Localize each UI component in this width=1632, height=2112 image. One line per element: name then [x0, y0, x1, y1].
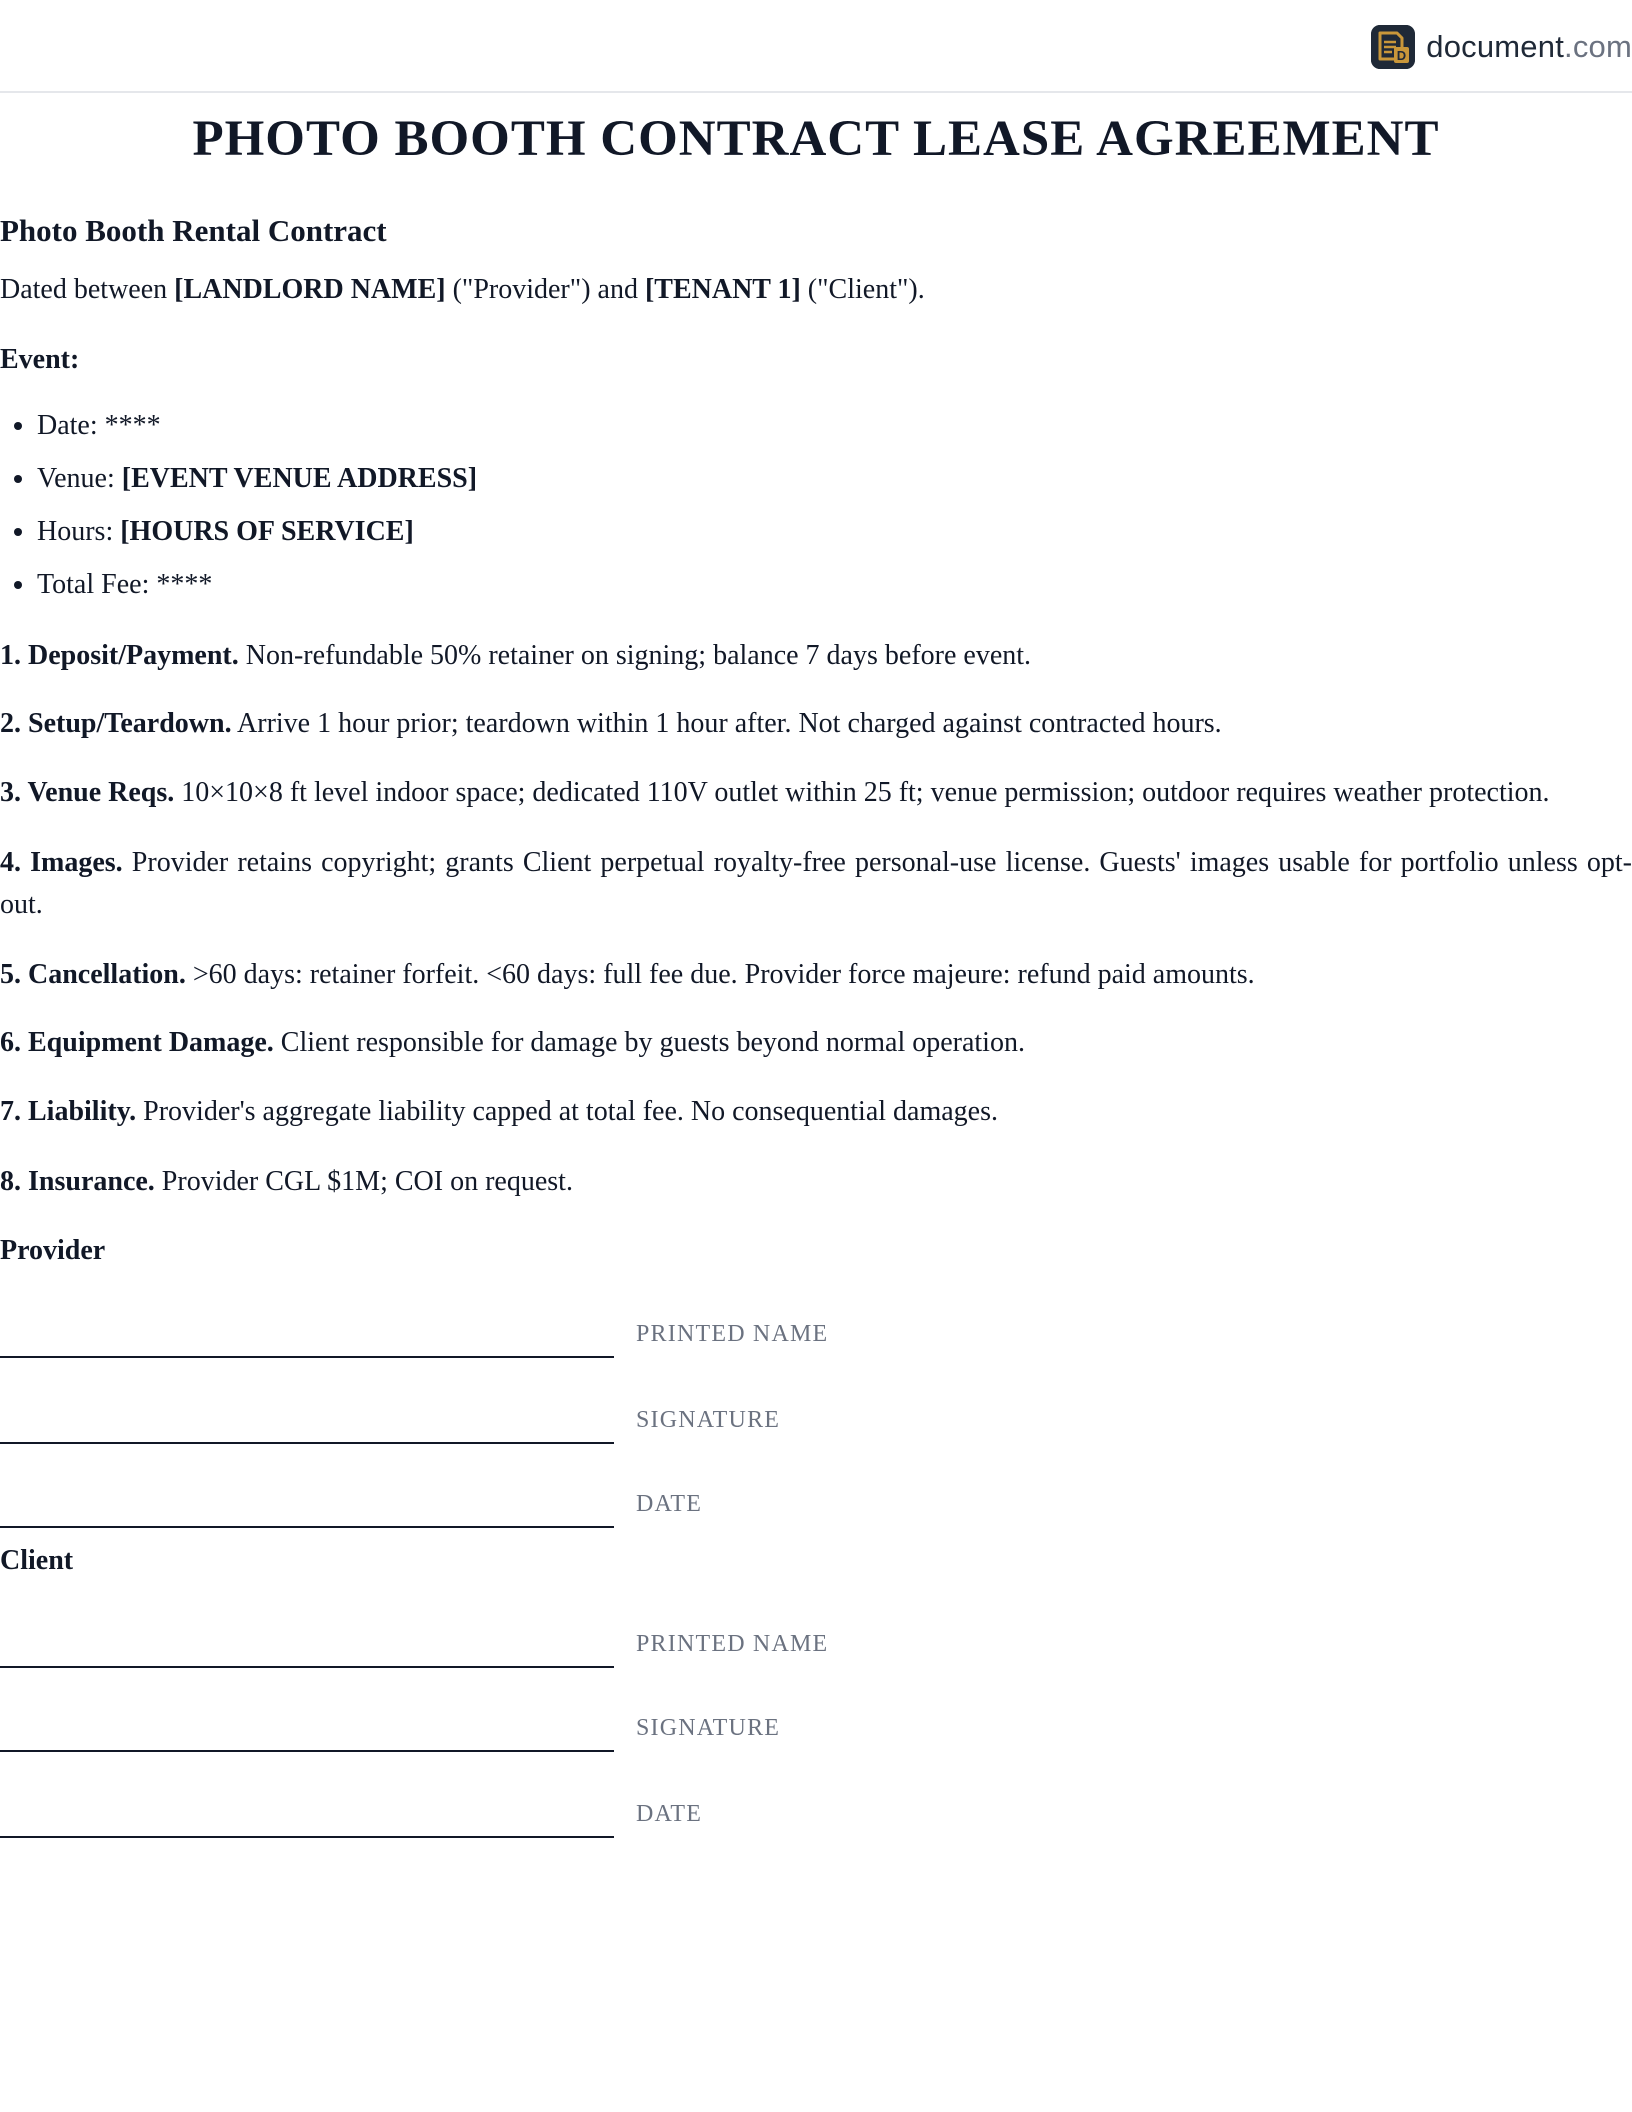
client-date-label: DATE: [636, 1801, 703, 1827]
header-bar: [0, 0, 1632, 93]
event-item-value: ****: [156, 569, 213, 600]
brand[interactable]: [1371, 24, 1632, 70]
clause-heading: 6. Equipment Damage.: [0, 1027, 274, 1058]
event-item-venue: [37, 458, 477, 511]
client-signature-line[interactable]: [0, 1750, 614, 1752]
clause-images: [0, 842, 1632, 926]
clause-heading: 1. Deposit/Payment.: [0, 640, 239, 671]
clause-text: Provider CGL $1M; COI on request.: [154, 1166, 573, 1197]
provider-signature-heading: Provider: [0, 1235, 106, 1266]
clause-heading: 3. Venue Reqs.: [0, 777, 175, 808]
provider-alias: ("Provider") and: [445, 274, 645, 305]
clause-heading: 8. Insurance.: [0, 1166, 155, 1197]
document-title: PHOTO BOOTH CONTRACT LEASE AGREEMENT: [192, 111, 1440, 167]
event-item-hours: [37, 511, 477, 564]
clause-cancellation: [0, 954, 1632, 996]
provider-date-line[interactable]: [0, 1526, 614, 1528]
event-item-label: Date:: [37, 410, 105, 441]
event-item-label: Hours:: [37, 516, 121, 547]
event-item-label: Venue:: [37, 463, 122, 494]
tenant-name-placeholder: [TENANT 1]: [644, 274, 801, 305]
clause-deposit-payment: [0, 635, 1632, 677]
brand-name: document.com: [1426, 29, 1632, 64]
intro-paragraph: [0, 269, 925, 311]
clause-text: Arrive 1 hour prior; teardown within 1 hour after. Not charged against contracted hours.: [231, 708, 1222, 739]
event-item-value: ****: [104, 410, 161, 441]
event-item-date: [37, 405, 477, 458]
clause-insurance: [0, 1161, 1632, 1203]
clause-text: 10×10×8 ft level indoor space; dedicated 110V outlet within 25 ft; venue permission; outdoor requires weather protection.: [174, 777, 1550, 808]
event-item-label: Total Fee:: [37, 569, 157, 600]
svg-text:D: D: [1397, 48, 1407, 63]
clause-setup-teardown: [0, 703, 1632, 745]
provider-signature-line[interactable]: [0, 1442, 614, 1444]
event-details-list: [0, 405, 477, 617]
event-heading: Event:: [0, 344, 80, 375]
client-signature-label: SIGNATURE: [636, 1715, 781, 1741]
brand-tld: .com: [1564, 29, 1632, 64]
document-logo-icon: [1371, 25, 1415, 69]
clause-text: Client responsible for damage by guests beyond normal operation.: [273, 1027, 1025, 1058]
landlord-name-placeholder: [LANDLORD NAME]: [174, 274, 446, 305]
clause-heading: 2. Setup/Teardown.: [0, 708, 232, 739]
clause-text: >60 days: retainer forfeit. <60 days: full fee due. Provider force majeure: refund paid amounts.: [185, 959, 1255, 990]
clause-text: Provider retains copyright; grants Client perpetual royalty-free personal-use license. Guests' images usable for portfolio unless opt-out.: [0, 847, 1632, 920]
intro-prefix: Dated between: [0, 274, 175, 305]
clause-venue-reqs: [0, 772, 1632, 814]
provider-date-label: DATE: [636, 1491, 703, 1517]
clause-liability: [0, 1091, 1632, 1133]
clause-text: Provider's aggregate liability capped at total fee. No consequential damages.: [136, 1096, 999, 1127]
clause-text: Non-refundable 50% retainer on signing; balance 7 days before event.: [238, 640, 1032, 671]
document-subtitle: Photo Booth Rental Contract: [0, 213, 387, 248]
client-signature-heading: Client: [0, 1545, 74, 1576]
client-alias: ("Client").: [800, 274, 925, 305]
client-printed-name-line[interactable]: [0, 1666, 614, 1668]
client-printed-name-label: PRINTED NAME: [636, 1631, 829, 1657]
client-date-line[interactable]: [0, 1836, 614, 1838]
clause-heading: 7. Liability.: [0, 1096, 137, 1127]
clause-heading: 5. Cancellation.: [0, 959, 186, 990]
provider-signature-label: SIGNATURE: [636, 1407, 781, 1433]
event-item-value: [HOURS OF SERVICE]: [120, 516, 414, 547]
clause-heading: 4. Images.: [0, 847, 123, 878]
clause-equipment-damage: [0, 1022, 1632, 1064]
provider-printed-name-line[interactable]: [0, 1356, 614, 1358]
event-item-value: [EVENT VENUE ADDRESS]: [121, 463, 478, 494]
event-item-total-fee: [37, 564, 477, 617]
provider-printed-name-label: PRINTED NAME: [636, 1321, 829, 1347]
